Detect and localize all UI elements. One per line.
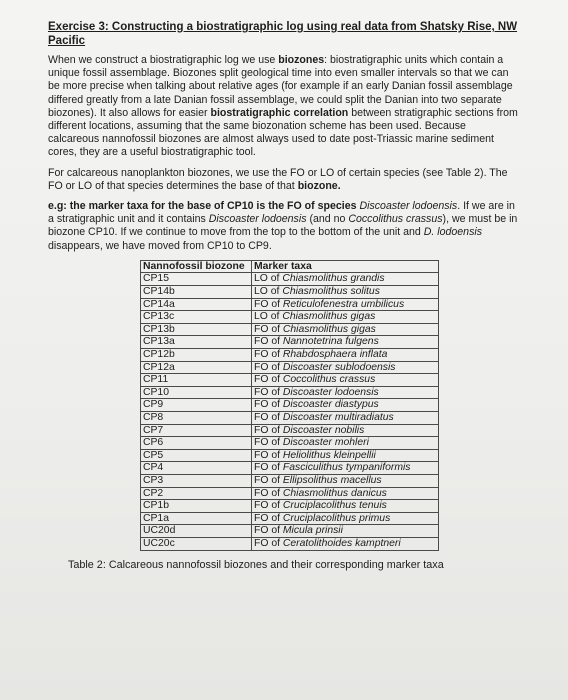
species-name: Chiasmolithus danicus <box>282 487 387 499</box>
biozone-cell: CP4 <box>141 462 252 475</box>
text: When we construct a biostratigraphic log we use <box>48 54 279 66</box>
marker-taxa-cell <box>252 487 439 500</box>
biozone-cell: UC20d <box>141 525 252 538</box>
marker-taxa-cell <box>252 273 439 286</box>
marker-taxa-cell <box>252 349 439 362</box>
biozone-cell: CP13a <box>141 336 252 349</box>
marker-taxa-cell <box>252 437 439 450</box>
marker-taxa-cell <box>252 525 439 538</box>
biozone-cell: CP2 <box>141 487 252 500</box>
marker-taxa-cell <box>252 537 439 550</box>
species-name: Micula prinsii <box>282 525 343 537</box>
table-row <box>141 512 439 525</box>
species-name: Discoaster multiradiatus <box>282 411 394 423</box>
text: (and no <box>306 213 349 226</box>
event-type: FO of <box>254 424 283 436</box>
species-name: Discoaster mohleri <box>282 437 369 449</box>
species-name: Coccolithus crassus <box>348 213 443 226</box>
table-row <box>141 349 439 362</box>
document-content <box>48 20 518 571</box>
table-row <box>141 487 439 500</box>
biozone-cell: UC20c <box>141 537 252 550</box>
species-name: Chiasmolithus gigas <box>282 323 376 335</box>
species-name: Chiasmolithus gigas <box>282 311 376 323</box>
species-name: Chiasmolithus grandis <box>282 273 385 285</box>
species-name: Ellipsolithus macellus <box>282 474 382 486</box>
biozone-cell: CP7 <box>141 424 252 437</box>
table-row <box>141 386 439 399</box>
text: . If we are in a stratigraphic unit and it contains <box>48 200 515 226</box>
event-type: FO of <box>254 500 283 512</box>
biozone-cell: CP1a <box>141 512 252 525</box>
text: between stratigraphic sections from different locations, assuming that the same biozonation scheme has been used. Because calcareous nannofossil biozones are almost always used to date post-Triassic marine sediment cores, they are a useful biostratigraphic tool. <box>48 106 518 159</box>
species-name: Nannotetrina fulgens <box>282 336 379 348</box>
biozone-cell: CP3 <box>141 474 252 487</box>
event-type: FO of <box>254 411 283 423</box>
event-type: FO of <box>254 525 283 537</box>
species-name: Discoaster lodoensis <box>359 200 458 213</box>
table-caption: Table 2: Calcareous nannofossil biozones and their corresponding marker taxa <box>68 558 444 571</box>
marker-taxa-cell <box>252 386 439 399</box>
event-type: FO of <box>254 399 283 411</box>
paragraph-example <box>48 200 518 253</box>
species-name: Discoaster nobilis <box>282 424 365 436</box>
species-name: Ceratolithoides kamptneri <box>282 537 401 549</box>
event-type: FO of <box>254 349 283 360</box>
event-type: FO of <box>254 336 283 348</box>
table-row <box>141 298 439 311</box>
marker-taxa-cell <box>252 462 439 475</box>
table-row <box>141 286 439 299</box>
species-name: Reticulofenestra umbilicus <box>282 298 405 310</box>
marker-taxa-cell <box>252 512 439 525</box>
marker-taxa-cell <box>252 336 439 349</box>
biozone-cell: CP12a <box>141 361 252 374</box>
species-name: Cruciplacolithus primus <box>282 512 391 524</box>
table-row <box>141 437 439 450</box>
marker-taxa-cell <box>252 424 439 437</box>
event-type: LO of <box>254 311 283 323</box>
column-header-biozone: Nannofossil biozone <box>141 260 252 273</box>
paragraph-fo-lo <box>48 167 518 193</box>
event-type: FO of <box>254 449 283 461</box>
table-row <box>141 449 439 462</box>
biozone-cell: CP1b <box>141 500 252 513</box>
species-name: Cruciplacolithus tenuis <box>282 500 387 512</box>
marker-taxa-cell <box>252 286 439 299</box>
marker-taxa-cell <box>252 323 439 336</box>
biozone-cell: CP11 <box>141 374 252 387</box>
marker-taxa-cell <box>252 411 439 424</box>
paragraph-biozones <box>48 54 518 160</box>
marker-taxa-cell <box>252 298 439 311</box>
biozone-cell: CP9 <box>141 399 252 412</box>
term-biozone: biozone. <box>297 179 341 192</box>
species-name: Discoaster diastypus <box>282 399 379 411</box>
biozone-cell: CP12b <box>141 349 252 362</box>
marker-taxa-cell <box>252 311 439 324</box>
biozone-cell: CP6 <box>141 437 252 450</box>
event-type: FO of <box>254 361 283 373</box>
table-row <box>141 525 439 538</box>
text: disappears, we have moved from CP10 to CP9. <box>48 239 272 252</box>
event-type: FO of <box>254 323 283 335</box>
term-biostratigraphic-correlation: biostratigraphic correlation <box>210 106 349 119</box>
species-name: Discoaster lodoensis <box>208 213 307 226</box>
biozone-cell: CP15 <box>141 273 252 286</box>
species-name: D. lodoensis <box>423 226 483 239</box>
table-row <box>141 336 439 349</box>
marker-taxa-cell <box>252 474 439 487</box>
marker-taxa-cell <box>252 374 439 387</box>
marker-taxa-cell <box>252 399 439 412</box>
event-type: FO of <box>254 386 283 398</box>
column-header-marker-taxa: Marker taxa <box>252 260 439 273</box>
text: e.g: the marker taxa for the base of CP10 is the FO of species <box>48 200 360 213</box>
table-row <box>141 361 439 374</box>
species-name: Heliolithus kleinpellii <box>282 449 376 461</box>
biozone-cell: CP10 <box>141 386 252 399</box>
exercise-title: Exercise 3: Constructing a biostratigraphic log using real data from Shatsky Rise, NW Pacific <box>48 21 518 47</box>
table-row <box>141 500 439 513</box>
biozone-cell: CP14a <box>141 298 252 311</box>
table-row <box>141 323 439 336</box>
species-name: Coccolithus crassus <box>282 374 376 386</box>
table-row <box>141 399 439 412</box>
species-name: Discoaster sublodoensis <box>282 361 396 373</box>
text: ), we must be in biozone CP10. If we continue to move from the top to the bottom of the unit and <box>48 213 518 239</box>
marker-taxa-cell <box>252 361 439 374</box>
table-row <box>141 311 439 324</box>
marker-taxa-cell <box>252 500 439 513</box>
event-type: LO of <box>254 286 283 298</box>
marker-taxa-cell <box>252 449 439 462</box>
event-type: LO of <box>254 273 283 285</box>
table-row <box>141 462 439 475</box>
biozone-cell: CP5 <box>141 449 252 462</box>
table-body <box>141 273 439 550</box>
table-row <box>141 474 439 487</box>
table-row <box>141 374 439 387</box>
table-row <box>141 424 439 437</box>
biozone-cell: CP8 <box>141 411 252 424</box>
event-type: FO of <box>254 374 283 386</box>
event-type: FO of <box>254 537 283 549</box>
species-name: Chiasmolithus solitus <box>282 286 380 298</box>
event-type: FO of <box>254 298 283 310</box>
biozone-table <box>140 260 439 551</box>
text: : biostratigraphic units which contain a unique fossil assemblage. Biozones split geological time into even smaller intervals so that we can be more precise when talking about relative ages (for example if an early Danian fossil assemblage differed greatly from a late Danian fossil assemblage, we could split the Danian into two separate biozones). It also allows for easier <box>48 54 513 119</box>
table-row <box>141 537 439 550</box>
text: For calcareous nanoplankton biozones, we use the FO or LO of certain species (see Table 2). The FO or LO of that species determines the base of that <box>48 166 508 192</box>
event-type: FO of <box>254 474 283 486</box>
event-type: FO of <box>254 462 283 474</box>
event-type: FO of <box>254 512 283 524</box>
species-name: Rhabdosphaera inflata <box>282 349 388 360</box>
term-biozones: biozones <box>278 54 325 66</box>
table-row <box>141 411 439 424</box>
biozone-cell: CP13b <box>141 323 252 336</box>
table-header-row <box>141 260 439 273</box>
event-type: FO of <box>254 487 283 499</box>
biozone-cell: CP13c <box>141 311 252 324</box>
species-name: Fasciculithus tympaniformis <box>282 462 411 474</box>
species-name: Discoaster lodoensis <box>282 386 379 398</box>
table-row <box>141 273 439 286</box>
biozone-cell: CP14b <box>141 286 252 299</box>
event-type: FO of <box>254 437 283 449</box>
